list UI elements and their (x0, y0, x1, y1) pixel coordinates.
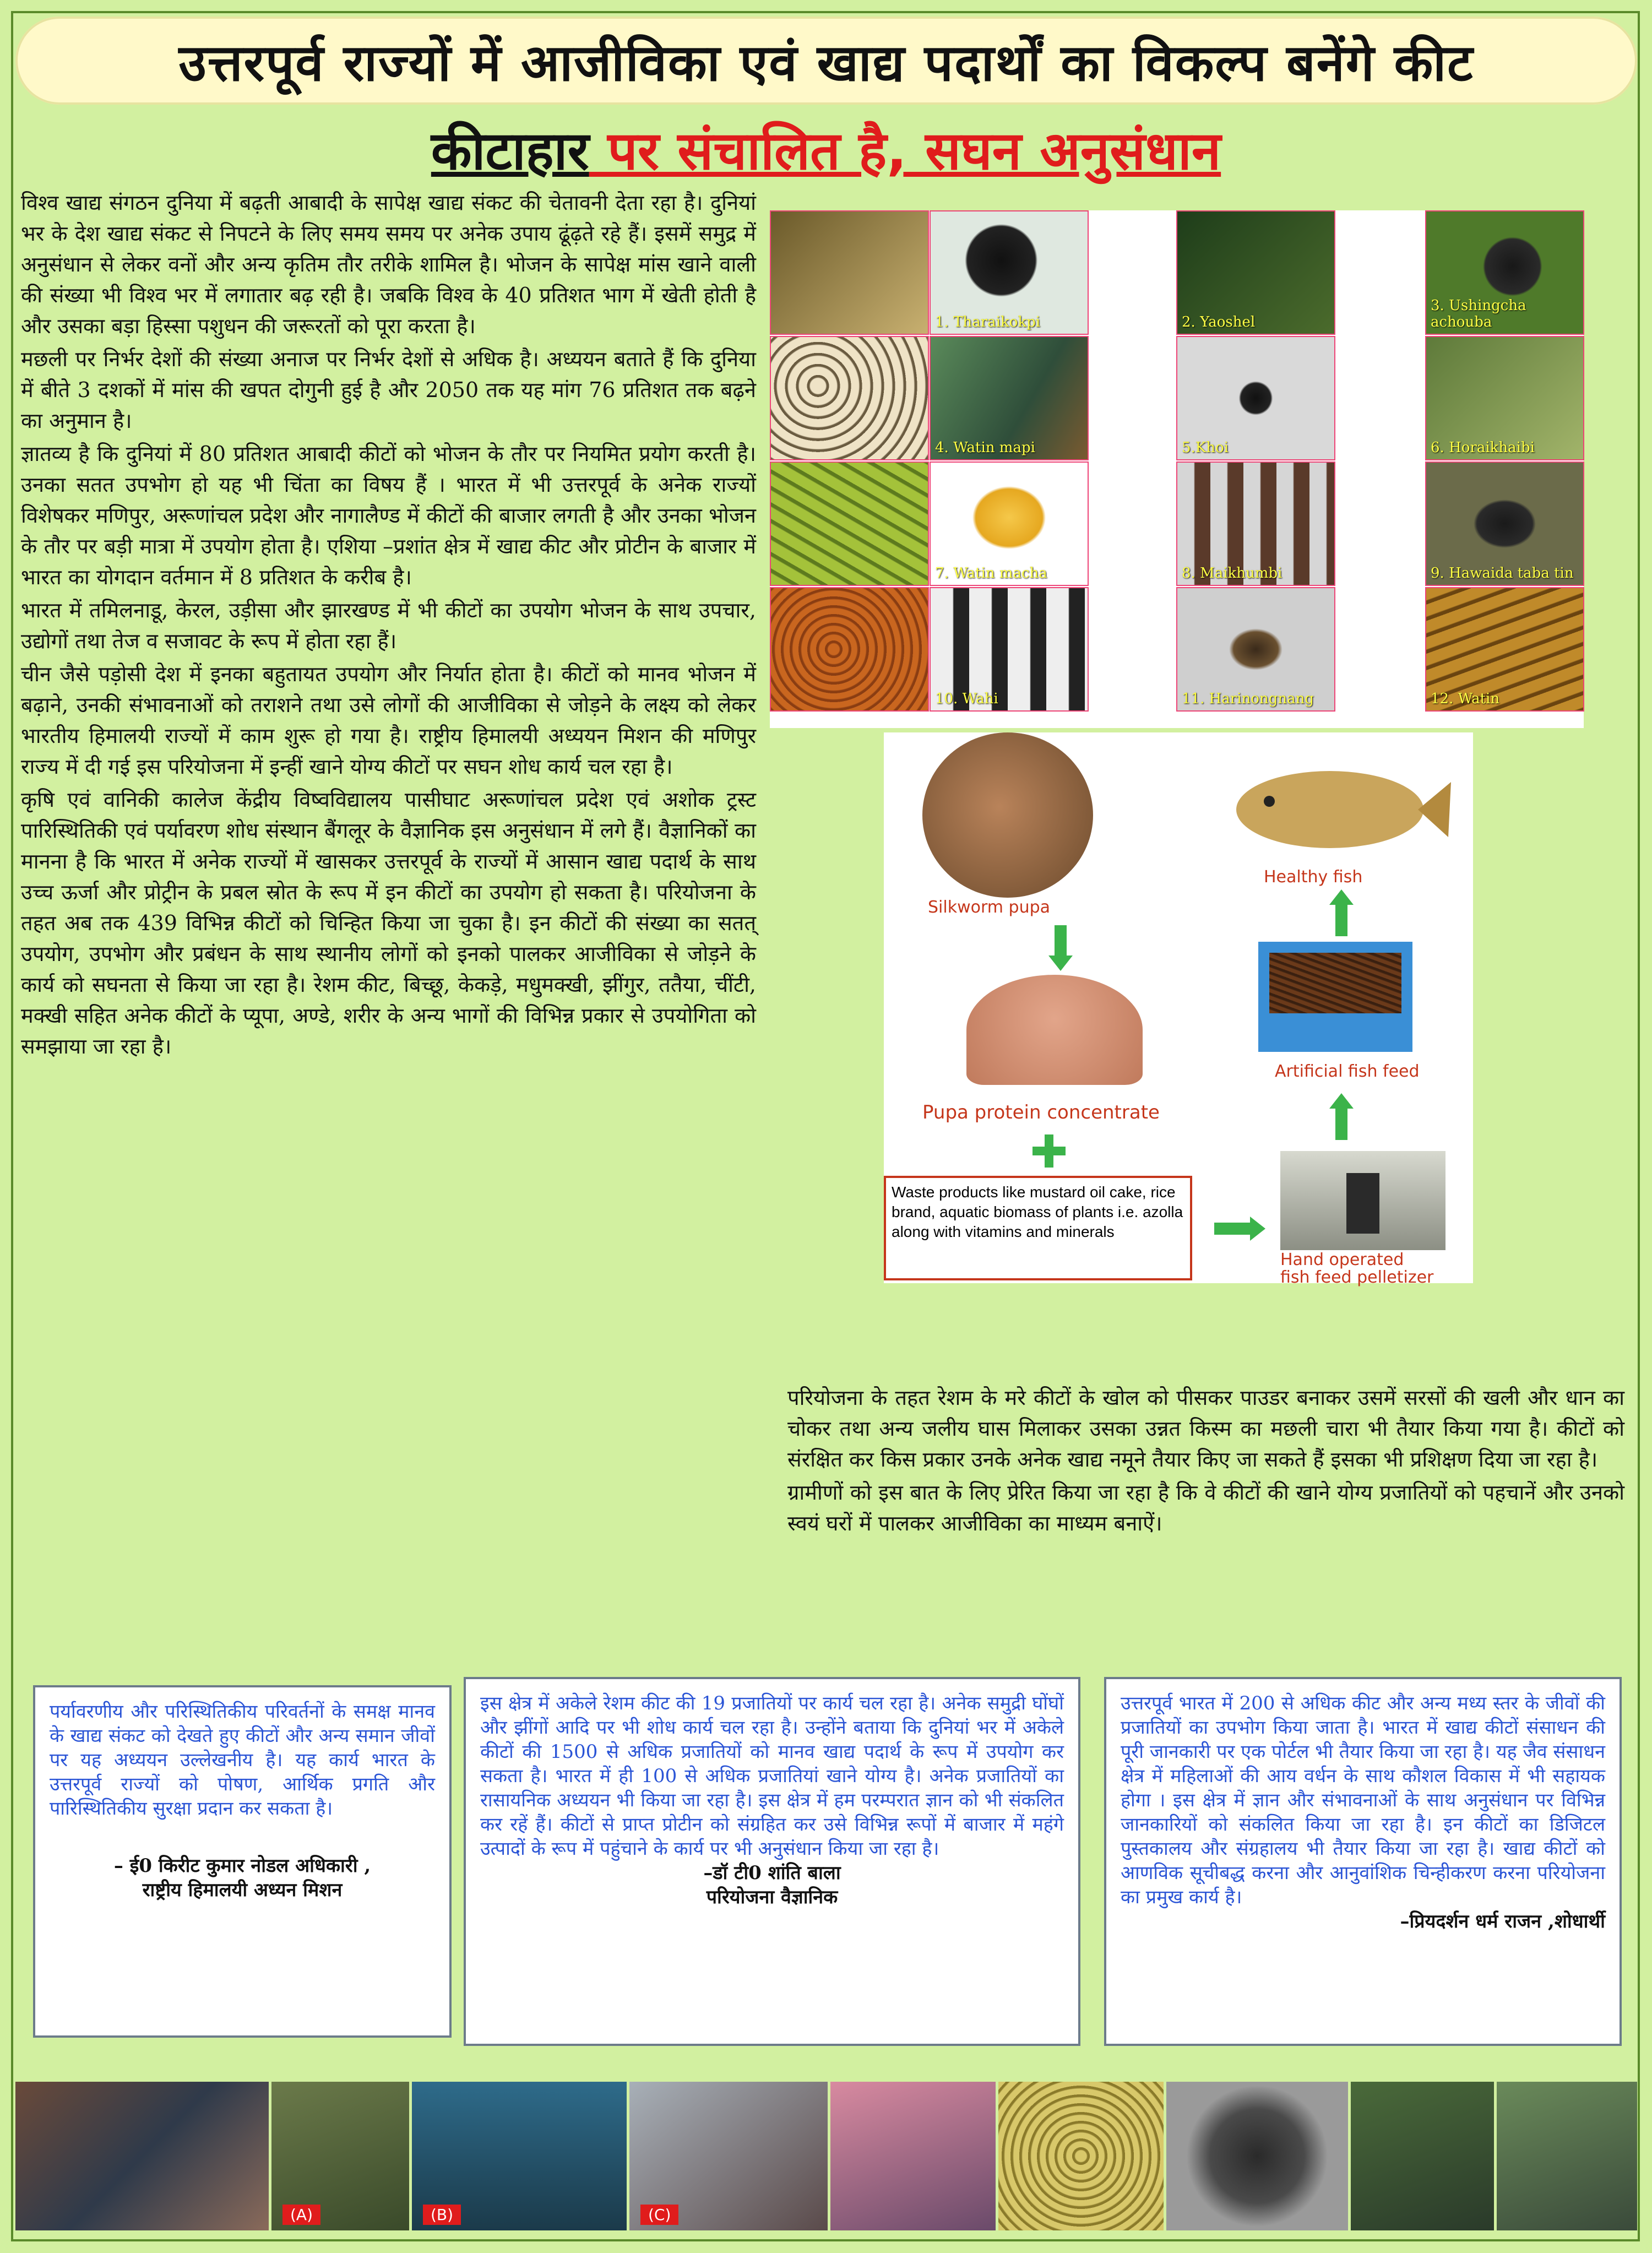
arrow-head (1329, 1093, 1354, 1109)
protein-powder-image (966, 975, 1143, 1085)
silkworm-pupa-image (922, 732, 1093, 898)
market-photo (15, 2082, 269, 2230)
subheadline-black: कीटाहार (431, 120, 589, 182)
woman-portrait-photo (412, 2082, 627, 2230)
insect-label: 9. Hawaida taba tin (1431, 565, 1574, 582)
pupa-pile-photo (998, 2082, 1164, 2230)
insect-photo (1176, 462, 1335, 586)
quote-attribution-2: राष्ट्रीय हिमालयी अध्यन मिशन (142, 1879, 343, 1901)
pelletizer-label-2: fish feed pelletizer (1280, 1268, 1434, 1287)
fish-feed-diagram (884, 732, 1473, 1287)
bottom-photo-strip (15, 2082, 1637, 2230)
insect-photo (930, 462, 1089, 586)
arrow-head (1048, 956, 1073, 971)
insect-gallery (770, 210, 1584, 728)
pelletizer-image (1280, 1151, 1446, 1250)
vendor-photo (830, 2082, 996, 2230)
quote-attribution: –डॉ टी0 शांति बाला (703, 1862, 841, 1884)
insect-photo (1425, 336, 1584, 460)
arrow-down (1055, 925, 1067, 958)
paragraph: भारत में तमिलनाडू, केरल, उड़ीसा और झारखण्ड में भी कीटों का उपयोग भोजन के साथ उपचार, उद्योगों तथा तेज व सजावट के रूप में होता रहा हैं। (21, 598, 756, 653)
insect-photo (770, 336, 929, 460)
paragraph: मछली पर निर्भर देशों की संख्या अनाज पर निर्भर देशों से अधिक है। अध्ययन बताते हैं कि दुनिया में बीते 3 दशकों में मांस की खपत दोगुनी हुई है और 2050 तक यह मांग 76 प्रतिशत तक बढ़ने का अनुमान है। (21, 347, 756, 433)
pupa-protein-label: Pupa protein concentrate (922, 1101, 1160, 1123)
insect-label: 5.Khoi (1182, 439, 1229, 456)
insect-label: 6. Horaikhaibi (1431, 439, 1535, 456)
insect-label: 11. Harinongnang (1182, 691, 1314, 707)
insect-photo (1425, 462, 1584, 586)
quote-text: इस क्षेत्र में अकेले रेशम कीट की 19 प्रजातियों पर कार्य चल रहा है। अनेक समुद्री घोंघों और झींगों आदि पर भी शोध कार्य चल रहा है। उन्होंने बताया कि दुनियां भर में अकेले कीटों की 1500 से अधिक प्रजातियों को मानव खाद्य पदार्थ के रूप में उपयोग कर सकता है। भारत में ही 100 से अधिक प्रजातियां खाने योग्य है। अनेक प्रजातियों का रासायनिक अध्ययन भी किया जा रहा है। इस क्षेत्र में हम परम्परात ज्ञान को भी संकलित कर रहें हैं। कीटों से प्राप्त प्रोटीन को संग्रहित कर उसे विभिन्न रूपों में बाजार में महंगे उत्पादों के रूप में पहुंचाने के कार्य पर भी अनुसंधान किया जा रहा है। (480, 1692, 1064, 1860)
paragraph: ग्रामीणों को इस बात के लिए प्रेरित किया जा रहा है कि वे कीटों की खाने योग्य प्रजातियों को पहचानें और उनको स्वयं घरों में पालकर आजीविका का माध्यम बनाऐं। (787, 1480, 1624, 1535)
healthy-fish-label: Healthy fish (1264, 867, 1363, 887)
paragraph: परियोजना के तहत रेशम के मरे कीटों के खोल को पीसकर पाउडर बनाकर उसमें सरसों की खली और धान का चोकर तथा अन्य जलीय घास मिलाकर उसका उन्नत किस्म का मछली चारा भी तैयार किया गया है। कीटों को संरक्षित कर किस प्रकार उनके अनेक खाद्य नमूने तैयार किए जा सकते हैं इसका भी प्रशिक्षण दिया जा रहा है। (787, 1386, 1624, 1472)
paragraph: चीन जैसे पड़ोसी देश में इनका बहुतायत उपयोग और निर्यात होता है। कीटों को मानव भोजन में बढ़ाने, उनकी संभावनाओं को तराशने तथा उसे लोगों की आजीविका से जोड़ने के लक्ष्य को लेकर भारतीय हिमालयी राज्यों में काम शुरू हो गया है। राष्ट्रीय हिमालयी अध्ययन मिशन की मणिपुर राज्य में दी गई इस परियोजना में इन्हीं खाने योग्य कीटों पर सघन शोध कार्य चल रहा है। (21, 662, 756, 779)
photo-tag: (B) (423, 2205, 461, 2225)
insect-photo (930, 587, 1089, 712)
insect-collection-photo (271, 2082, 409, 2230)
insect-photo (1425, 210, 1584, 335)
headline: उत्तरपूर्व राज्यों में आजीविका एवं खाद्य पदार्थों का विकल्प बनेंगे कीट (178, 33, 1474, 93)
quote-attribution-2: परियोजना वैज्ञानिक (706, 1886, 838, 1908)
insect-label: 2. Yaoshel (1182, 314, 1256, 330)
insect-label: 4. Watin mapi (935, 439, 1035, 456)
forest-collector-photo (1497, 2082, 1637, 2230)
quote-box-scientist (464, 1677, 1080, 2046)
quote-text: उत्तरपूर्व भारत में 200 से अधिक कीट और अन्य मध्य स्तर के जीवों की प्रजातियों का उपभोग किया जाता है। भारत में खाद्य कीटों संसाधन की पूरी जानकारी पर एक पोर्टल भी तैयार किया जा रहा है। यह जैव संसाधन क्षेत्र में महिलाओं की आय वर्धन के साथ कौशल विकास में भी सहायक होगा । इस क्षेत्र में ज्ञान और संभावनाओं के साथ अनुसंधान पर विभिन्न जानकारियों को संकलित किया जा रहा है। इन कीटों का डिजिटल पुस्तकालय और संग्रहालय भी तैयार किया जा रहा है। खाद्य कीटों को आणविक सूचीबद्ध करना और आनुवांशिक चिन्हीकरण करना परियोजना का प्रमुख कार्य है। (1121, 1692, 1605, 1908)
paragraph: विश्व खाद्य संगठन दुनिया में बढ़ती आबादी के सापेक्ष खाद्य संकट की चेतावनी देता रहा है। दुनियां भर के देश खाद्य संकट से निपटने के लिए समय समय पर अनेक उपाय ढूंढ़ते रहे हैं। इसमें समुद्र में अनुसंधान से लेकर वनों और अन्य कृतिम तौर तरीके शामिल है। भोजन के सापेक्ष मांस खाने वाली की संख्या भी विश्व भर में लगातार बढ़ रही है। जबकि विश्व के 40 प्रतिशत भाग में खेती होती है और उसका बड़ा हिस्सा पशुधन की जरूरतों को पूरा करता है। (21, 191, 756, 338)
arrow-up (1335, 903, 1347, 936)
farmer-photo (1351, 2082, 1494, 2230)
insect-photo (930, 336, 1089, 460)
headline-banner (15, 17, 1637, 105)
quote-box-nodal-officer (33, 1685, 452, 2038)
waste-products-box (884, 1176, 1192, 1280)
arrow-up (1335, 1107, 1347, 1140)
fish-image (1220, 749, 1451, 865)
insect-label: 8. Maikhumbi (1182, 565, 1283, 582)
arrow-right (1214, 1223, 1253, 1235)
women-working-photo (629, 2082, 828, 2230)
fish-feed-box-image (1258, 942, 1412, 1052)
insect-photo (1425, 587, 1584, 712)
insect-photo (1176, 587, 1335, 712)
photo-tag: (A) (282, 2205, 320, 2225)
photo-tag: (C) (640, 2205, 678, 2225)
pelletizer-label-1: Hand operated (1280, 1250, 1404, 1269)
quote-text: पर्यावरणीय और परिस्थितिकीय परिवर्तनों के समक्ष मानव के खाद्य संकट को देखते हुए कीटों और अन्य समान जीवों पर यह अध्ययन उल्लेखनीय है। यह कार्य भारत के उत्तरपूर्व राज्यों को पोषण, आर्थिक प्रगति और पारिस्थितिकीय सुरक्षा प्रदान कर सकता है। (50, 1701, 435, 1820)
paragraph: ज्ञातव्य है कि दुनियां में 80 प्रतिशत आबादी कीटों को भोजन के तौर पर नियमित प्रयोग करती है। उनका सतत उपभोग हो यह भी चिंता का विषय हैं । भारत में भी उत्तरपूर्व के अनेक राज्यों विशेषकर मणिपुर, अरूणांचल प्रदेश और नागालैण्ड में कीटों की बाजार लगती है और उनका भोजन के तौर पर बड़ी मात्रा में उपयोग होता है। एशिया –प्रशांत क्षेत्र में खाद्य कीट और प्रोटीन के बाजार में भारत का योगदान वर्तमान में 8 प्रतिशत के करीब है। (21, 442, 756, 589)
insect-label: 3. Ushingcha achouba (1431, 297, 1526, 330)
quote-attribution: – ई0 किरीट कुमार नोडल अधिकारी , (113, 1855, 371, 1877)
plus-icon (1032, 1134, 1066, 1168)
right-article-column (787, 1382, 1624, 1541)
insect-label: 7. Watin macha (935, 565, 1047, 582)
insect-photo (1176, 210, 1335, 335)
subheadline-red: पर संचालित है, सघन अनुसंधान (589, 120, 1221, 182)
insect-photo (1176, 336, 1335, 460)
left-article-column (21, 187, 756, 1064)
quote-box-researcher (1104, 1677, 1622, 2046)
insect-label: 12. Watin (1431, 691, 1500, 707)
artificial-feed-label: Artificial fish feed (1275, 1062, 1420, 1081)
insect-label: 1. Tharaikokpi (935, 314, 1041, 330)
subheadline (0, 113, 1652, 185)
arrow-head (1329, 889, 1354, 905)
insect-label: 10. Wahi (935, 691, 998, 707)
insect-photo (770, 210, 929, 335)
quote-attribution: –प्रियदर्शन धर्म राजन ,शोधार्थी (1400, 1910, 1605, 1932)
insect-photo (770, 587, 929, 712)
silkworm-label: Silkworm pupa (928, 898, 1051, 917)
paragraph: कृषि एवं वानिकी कालेज केंद्रीय विष्वविद्यालय पासीघाट अरूणांचल प्रदेश एवं अशोक ट्रस्ट पारिस्थितिकी एवं पर्यावरण शोध संस्थान बैंगलूर के वैज्ञानिक इस अनुसंधान में लगे हैं। वैज्ञानिकों का मानना है कि भारत में अनेक राज्यों में खासकर उत्तरपूर्व के राज्यों में आसान खाद्य पदार्थ के साथ उच्च ऊर्जा और प्रोट्रीन के प्रबल स्रोत के रूप में इन कीटों का उपयोग हो सकता है। परियोजना के तहत अब तक 439 विभिन्न कीटों को चिन्हित किया जा चुका है। इन कीटों की संख्या का सतत् उपयोग, उपभोग और प्रबंधन के साथ स्थानीय लोगों को इनको पालकर आजीविका से जोड़ने के कार्य को सघनता से किया जा रहा है। रेशम कीट, बिच्छू, केकड़े, मधुमक्खी, झींगुर, ततैया, चींटी, मक्खी सहित अनेक कीटों के प्यूपा, अण्डे, शरीर के अन्य भागों की विभिन्न प्रकार से उपयोगिता को समझाया जा रहा है। (21, 788, 756, 1058)
cooking-insects-photo (1166, 2082, 1348, 2230)
insect-photo (930, 210, 1089, 335)
waste-products-text: Waste products like mustard oil cake, rice brand, aquatic biomass of plants i.e. azolla along with vitamins and minerals (892, 1183, 1183, 1240)
arrow-head (1250, 1217, 1265, 1241)
insect-photo (770, 462, 929, 586)
